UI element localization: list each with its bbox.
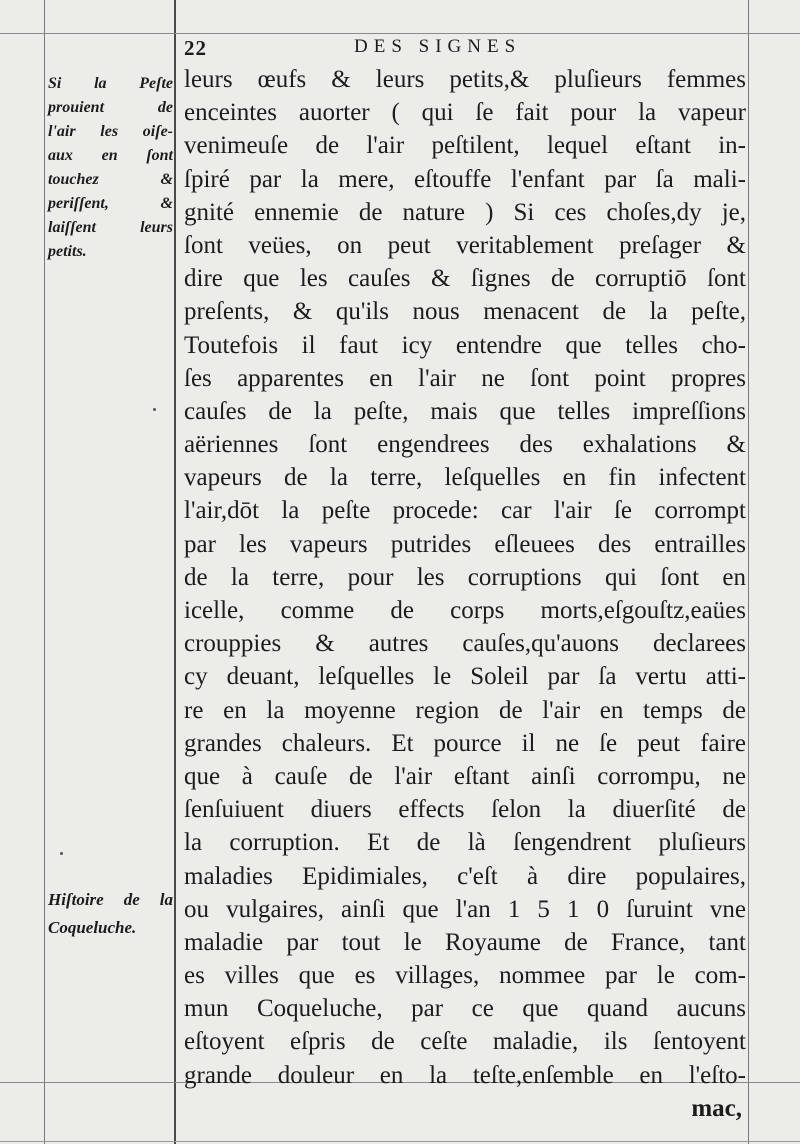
text-line: la corruption. Et de là ſengendrent pluſieurs [184,829,746,857]
text-line: Toutefois il faut icy entendre que telles cho- [184,331,746,359]
text-line: maladie par tout le Royaume de France, tant [184,928,746,956]
margin-rule [174,0,176,1144]
text-line: venimeuſe de l'air peſtilent, lequel eſtant in- [184,132,746,160]
text-line: leurs œufs & leurs petits,& pluſieurs femmes [184,66,746,93]
page-number: 22 [184,36,207,60]
text-line: crouppies & autres cauſes,qu'auons declarees [184,630,746,658]
text-line: ſenſuiuent diuers effects ſelon la diuerſité de [184,796,746,824]
margin-note-line: petits. [48,243,87,260]
margin-note-line: periſſent, & [48,195,173,212]
top-rule [0,33,800,34]
text-line: ſpiré par la mere, eſtouffe l'enfant par ſa mali- [184,165,746,193]
text-line: dire que les cauſes & ſignes de corruptiō ſont [184,265,746,293]
page-header [184,36,744,62]
margin-note-line: aux en ſont [48,147,173,164]
margin-note-plague-birds [48,72,173,264]
text-line: preſents, & qu'ils nous menacent de la peſte, [184,298,746,326]
text-line: que à cauſe de l'air eſtant ainſi corrompu, ne [184,762,746,790]
text-line: mun Coqueluche, par ce que quand aucuns [184,995,746,1023]
margin-note-line: touchez & [48,171,173,188]
text-line: icelle, comme de corps morts,eſgouſtz,eaües [184,597,746,624]
text-line: ſont veües, on peut veritablement preſager & [184,231,746,259]
body-text [184,63,746,1125]
text-line: cauſes de la peſte, mais que telles impreſſions [184,397,746,425]
margin-note-line: Hiſtoire de la [48,890,173,909]
text-line: l'air,dōt la peſte procede: car l'air ſe corrompt [184,497,746,525]
foot-rule [0,1141,800,1142]
text-line: maladies Epidimiales, c'eſt à dire populaires, [184,862,746,890]
margin-note-coqueluche [48,886,173,942]
text-line: eſtoyent eſpris de ceſte maladie, ils ſentoyent [184,1028,746,1056]
text-line: grandes chaleurs. Et pource il ne ſe peut faire [184,729,746,757]
text-line: grande douleur en la teſte,enſemble en l'eſto- [184,1061,746,1089]
text-line: cy deuant, leſquelles le Soleil par ſa vertu atti- [184,663,746,691]
text-line: par les vapeurs putrides eſleuees des entrailles [184,530,746,558]
margin-note-line: prouient de [48,99,173,116]
text-line: enceintes auorter ( qui ſe fait pour la vapeur [184,99,746,127]
text-line: re en la moyenne region de l'air en temps de [184,696,746,724]
text-line: de la terre, pour les corruptions qui ſont en [184,563,746,591]
text-line: ſes apparentes en l'air ne ſont point propres [184,364,746,392]
text-line: gnité ennemie de nature ) Si ces choſes,dy je, [184,198,746,226]
text-line: aëriennes ſont engendrees des exhalations & [184,431,746,459]
margin-note-line: l'air les oiſe- [48,123,173,140]
left-frame-rule [44,0,45,1144]
margin-note-line: Coqueluche. [48,918,137,937]
ink-speck [153,408,156,411]
catchword: mac, [691,1094,742,1122]
margin-note-line: Si la Peſte [48,75,173,92]
ink-speck [60,852,63,855]
margin-note-line: laiſſent leurs [48,219,173,236]
text-line: es villes que es villages, nommee par le com- [184,962,746,990]
text-line: ou vulgaires, ainſi que l'an 1 5 1 0 ſuruint vne [184,895,746,923]
right-frame-rule [748,0,749,1144]
text-line: vapeurs de la terre, leſquelles en fin infectent [184,464,746,492]
running-title: DES SIGNES [354,36,522,57]
